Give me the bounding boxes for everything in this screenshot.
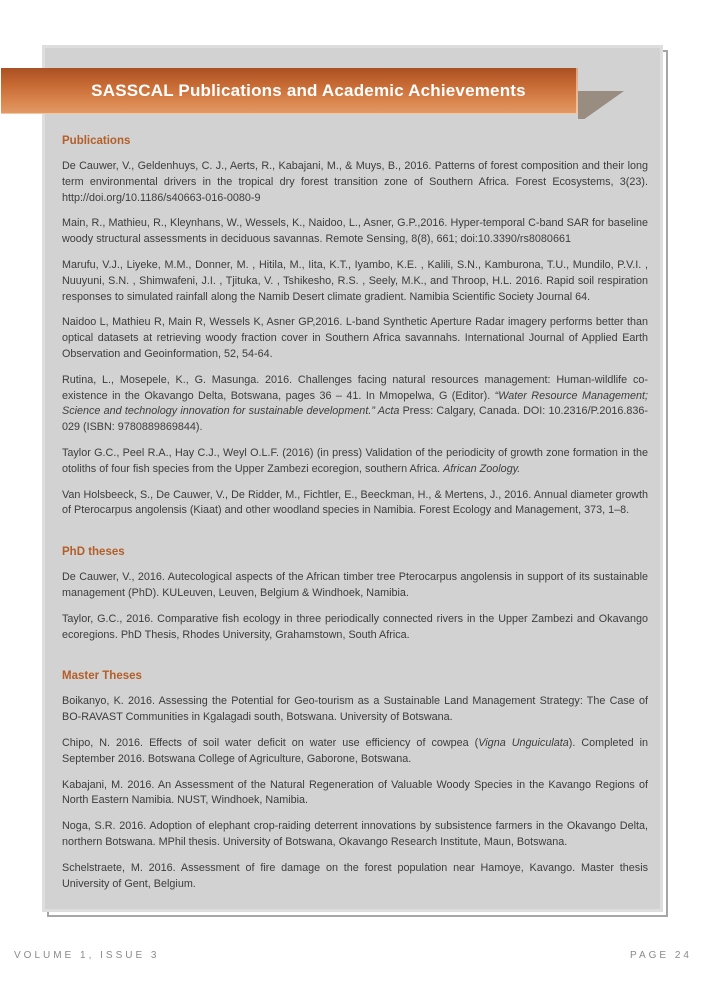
citation-text-segment: Taylor, G.C., 2016. Comparative fish ecology in three periodically connected rivers in the Upper Zambezi and Okavango ecoregions. PhD Thesis, Rhodes University, Grahamstown, South Africa. bbox=[62, 612, 648, 641]
citation-text-segment: Taylor G.C., Peel R.A., Hay C.J., Weyl O.L.F. (2016) (in press) Validation of the periodicity of growth zone formation in the otoliths of four fish species from the Upper Zambezi ecoregion, southern Africa. bbox=[62, 446, 648, 475]
section-heading-publications: Publications bbox=[62, 135, 131, 147]
citation-paragraph bbox=[62, 778, 648, 810]
citation-italic-segment: Vigna Unguiculata bbox=[478, 736, 569, 749]
citation-italic-segment: African Zoology. bbox=[443, 462, 521, 475]
citation-text-segment: Marufu, V.J., Liyeke, M.M., Donner, M. , Hitila, M., Iita, K.T., Iyambo, K.E. , Kalili, S.N., Kamburona, T.U., Mundilo, P.V.I. , Nuuyuni, S.N. , Shimwafeni, J.I. , Tjituka, V. , Tshikesho, R.S. , Seely, M.K., and Throop, H.L. 2016. Rapid soil respiration responses to simulated rainfall along the Namib Desert climate gradient. Namibia Scientific Society Journal 64. bbox=[62, 258, 648, 303]
citation-paragraph bbox=[62, 373, 648, 436]
citation-text-segment: Naidoo L, Mathieu R, Main R, Wessels K, Asner GP,2016. L-band Synthetic Aperture Radar imagery performs better than optical datasets at retrieving woody fraction cover in Southern Africa savannahs. International Journal of Applied Earth Observation and Geoinformation, 52, 54-64. bbox=[62, 316, 648, 360]
section-phd-theses bbox=[62, 546, 648, 643]
citation-paragraph bbox=[62, 488, 648, 520]
page-number-label: PAGE 24 bbox=[630, 950, 692, 961]
citation-italic-segment: “Water Resource Management; Science and technology innovation for sustainable development.” Acta bbox=[62, 389, 648, 418]
citation-text-segment: Chipo, N. 2016. Effects of soil water deficit on water use efficiency of cowpea ( bbox=[62, 736, 479, 749]
citation-paragraph bbox=[62, 446, 648, 478]
section-heading-phd-theses: PhD theses bbox=[62, 546, 125, 559]
citation-text-segment: Schelstraete, M. 2016. Assessment of fire damage on the forest population near Hamoye, Kavango. Master thesis University of Gent, Belgium. bbox=[62, 861, 648, 890]
section-heading-master-theses: Master Theses bbox=[62, 670, 142, 683]
citation-paragraph bbox=[62, 216, 648, 248]
citation-text-segment: Boikanyo, K. 2016. Assessing the Potential for Geo-tourism as a Sustainable Land Management Strategy: The Case of BO-RAVAST Communities in Kgalagadi south, Botswana. University of Botswana. bbox=[62, 695, 648, 724]
citation-paragraph bbox=[62, 736, 648, 768]
citation-text-segment: Press: Calgary, Canada. DOI: 10.2316/P.2016.836-029 (ISBN: 9780889869844). bbox=[62, 405, 649, 434]
citation-text-segment: De Cauwer, V., 2016. Autecological aspects of the African timber tree Pterocarpus angolensis in support of its sustainable management (PhD). KULeuven, Leuven, Belgium & Windhoek, Namibia. bbox=[62, 571, 648, 599]
citation-paragraph bbox=[62, 258, 648, 305]
volume-issue-label: VOLUME 1, ISSUE 3 bbox=[14, 950, 160, 961]
newsletter-page-card bbox=[42, 45, 663, 912]
citation-paragraph bbox=[62, 159, 648, 206]
section-publications bbox=[62, 135, 648, 519]
page-footer bbox=[0, 950, 706, 961]
page-title-banner bbox=[1, 68, 578, 114]
page-title: SASSCAL Publications and Academic Achievements bbox=[91, 81, 526, 100]
citation-paragraph bbox=[62, 570, 648, 602]
section-master-theses bbox=[62, 670, 648, 892]
citation-paragraph bbox=[62, 861, 648, 893]
citation-paragraph bbox=[62, 819, 648, 851]
citation-text-segment: Kabajani, M. 2016. An Assessment of the Natural Regeneration of Valuable Woody Species in the Kavango Regions of North Eastern Namibia. NUST, Windhoek, Namibia. bbox=[62, 778, 648, 807]
citation-text-segment: ). Completed in September 2016. Botswana College of Agriculture, Gaborone, Botswana. bbox=[62, 736, 648, 765]
citation-text-segment: Noga, S.R. 2016. Adoption of elephant crop-raiding deterrent innovations by subsistence farmers in the Okavango Delta, northern Botswana. MPhil thesis. University of Botswana, Okavango Research Institute, Maun, Botswana. bbox=[62, 820, 648, 848]
citation-text-segment: De Cauwer, V., Geldenhuys, C. J., Aerts, R., Kabajani, M., & Muys, B., 2016. Patterns of forest composition and their long term environmental drivers in the tropical dry forest transition zone of Southern Africa. Forest Ecosystems, 3(23). http://doi.org/10.1186/s40663-016-0080-9 bbox=[62, 160, 648, 204]
citation-paragraph bbox=[62, 612, 648, 644]
citation-paragraph bbox=[62, 694, 648, 726]
sections bbox=[45, 135, 660, 892]
citation-text-segment: Van Holsbeeck, S., De Cauwer, V., De Ridder, M., Fichtler, E., Beeckman, H., & Mertens, J., 2016. Annual diameter growth of Pterocarpus angolensis (Kiaat) and other woodland species in Namibia. Forest Ecology and Management, 373, 1–8. bbox=[62, 488, 648, 517]
citation-paragraph bbox=[62, 315, 648, 362]
citation-text-segment: Rutina, L., Mosepele, K., G. Masunga. 2016. Challenges facing natural resources management: Human-wildlife co-existence in the Okavango Delta, Botswana, pages 36 – 41. In Mmopelwa, G (Editor). bbox=[62, 373, 648, 402]
citation-text-segment: Main, R., Mathieu, R., Kleynhans, W., Wessels, K., Naidoo, L., Asner, G.P.,2016. Hyper-temporal C-band SAR for baseline woody structural assessments in deciduous savannas. Remote Sensing, 8(8), 661; doi:10.3390/rs8080661 bbox=[62, 217, 648, 246]
